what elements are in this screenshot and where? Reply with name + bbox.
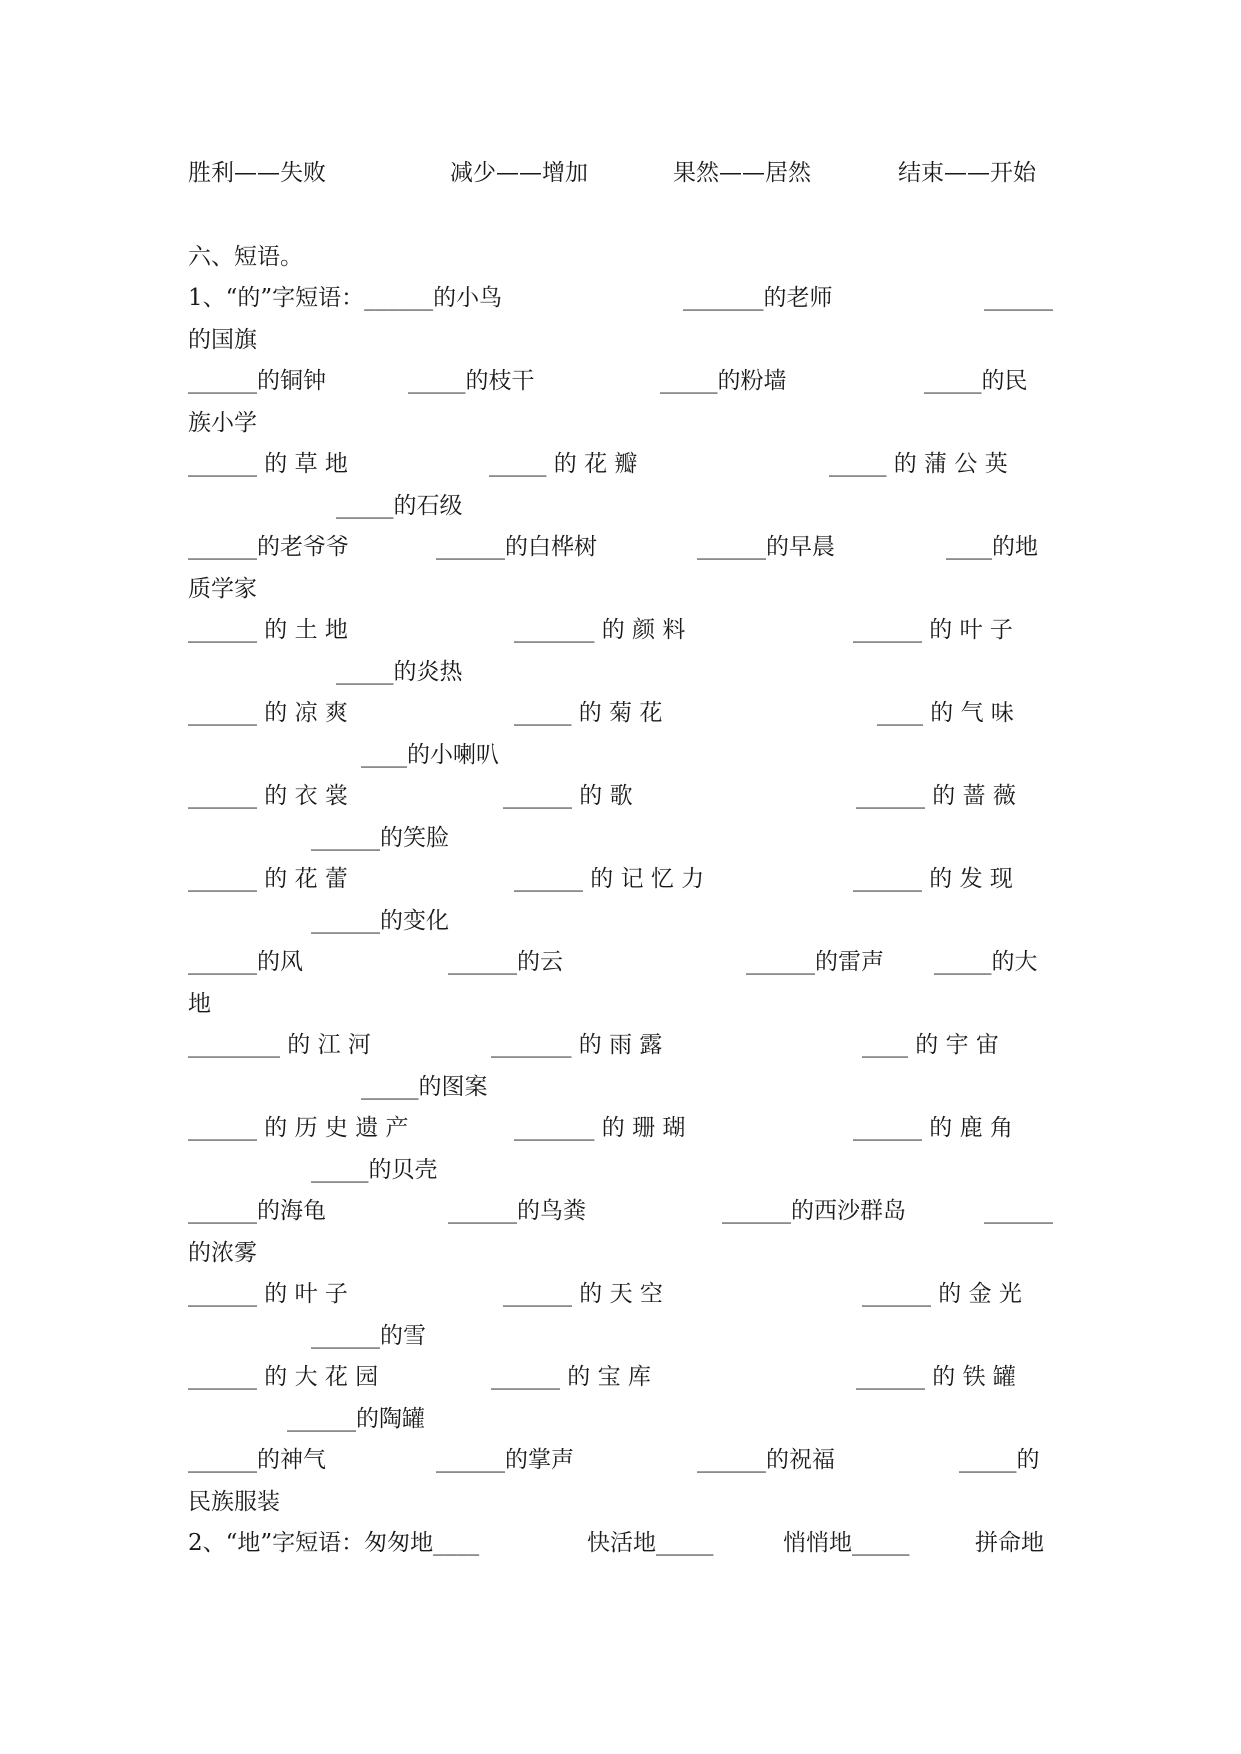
phrase-item: ______的雪 [311,1323,426,1349]
phrase-item: ______的云 [448,949,563,975]
phrase-item: ______ 的 叶 子 [853,617,1013,643]
phrase-item: 地 [188,991,211,1017]
phrase-item: ______的笑脸 [311,825,449,851]
phrase-item: ______的陶罐 [287,1406,425,1432]
antonym-pair: 果然——居然 [673,160,811,186]
phrase-item: ______ 的 歌 [503,783,633,809]
phrase-item: 悄悄地_____ [783,1530,910,1556]
phrase-item: ______ [984,285,1053,311]
phrase-item: 拼命地 [975,1530,1044,1556]
phrase-item: _____的粉墙 [660,368,787,394]
phrase-item: ______ 的 宝 库 [491,1364,651,1390]
antonym-pair: 减少——增加 [450,160,588,186]
phrase-item: ______的鸟粪 [448,1198,586,1224]
phrase-item: 1、“的”字短语：______的小鸟 [188,285,503,311]
phrase-item: ____的小喇叭 [361,742,499,768]
section-title: 六、短语。 [188,244,303,270]
phrase-item: ______ 的 衣 裳 [188,783,348,809]
phrase-item: ______的早晨 [697,534,835,560]
phrase-item: _____ 的 菊 花 [514,700,663,726]
phrase-item: ______ [984,1198,1053,1224]
phrase-item: ____ 的 气 味 [877,700,1014,726]
phrase-item: ______的老爷爷 [188,534,349,560]
phrase-item: _______的老师 [683,285,833,311]
phrase-item: 的国旗 [188,327,257,353]
phrase-item: 民族服装 [188,1489,280,1515]
phrase-item: ______的祝福 [697,1447,835,1473]
phrase-item: 质学家 [188,576,257,602]
phrase-item: ______ 的 土 地 [188,617,348,643]
phrase-item: _____的民 [924,368,1028,394]
phrase-item: ____ 的 宇 宙 [862,1032,999,1058]
phrase-item: ______ 的 草 地 [188,451,348,477]
phrase-item: _____的贝壳 [311,1157,438,1183]
phrase-item: ______的风 [188,949,303,975]
phrase-item: _______ 的 珊 瑚 [514,1115,686,1141]
phrase-item: 快活地_____ [587,1530,714,1556]
phrase-item: _______ 的 颜 料 [514,617,686,643]
phrase-item: ______的掌声 [436,1447,574,1473]
phrase-item: ______的雷声 [746,949,884,975]
phrase-item: ______ 的 记 忆 力 [514,866,705,892]
phrase-item: _____的枝干 [408,368,535,394]
phrase-item: ______ 的 铁 罐 [856,1364,1016,1390]
phrase-item: 族小学 [188,410,257,436]
phrase-item: ______ 的 凉 爽 [188,700,348,726]
phrase-item: ______ 的 叶 子 [188,1281,348,1307]
phrase-item: _____的炎热 [336,659,463,685]
phrase-item: _____的石级 [336,493,463,519]
phrase-item: ______的神气 [188,1447,326,1473]
phrase-item: ______ 的 历 史 遗 产 [188,1115,409,1141]
phrase-item: ______ 的 天 空 [503,1281,663,1307]
phrase-item: _____的 [959,1447,1040,1473]
phrase-item: _____的大 [934,949,1038,975]
phrase-item: 的浓雾 [188,1240,257,1266]
phrase-item: ______的铜钟 [188,368,326,394]
phrase-item: ________ 的 江 河 [188,1032,371,1058]
phrase-item: _______ 的 雨 露 [491,1032,663,1058]
phrase-item: 2、“地”字短语：匆匆地____ [188,1530,480,1556]
phrase-item: ______ 的 大 花 园 [188,1364,379,1390]
antonym-pair: 结束——开始 [898,160,1036,186]
phrase-item: ______ 的 花 蕾 [188,866,348,892]
phrase-item: ______ 的 鹿 角 [853,1115,1013,1141]
phrase-item: ______的变化 [311,908,449,934]
phrase-item: ______ 的 金 光 [862,1281,1022,1307]
phrase-item: ______ 的 发 现 [853,866,1013,892]
phrase-item: ______ 的 蔷 薇 [856,783,1016,809]
antonym-pair: 胜利——失败 [188,160,326,186]
phrase-item: ______的海龟 [188,1198,326,1224]
phrase-item: _____ 的 花 瓣 [489,451,638,477]
phrase-item: ______的白桦树 [436,534,597,560]
phrase-item: _____的图案 [361,1074,488,1100]
phrase-item: ______的西沙群岛 [722,1198,906,1224]
phrase-item: ____的地 [946,534,1038,560]
phrase-item: _____ 的 蒲 公 英 [829,451,1008,477]
